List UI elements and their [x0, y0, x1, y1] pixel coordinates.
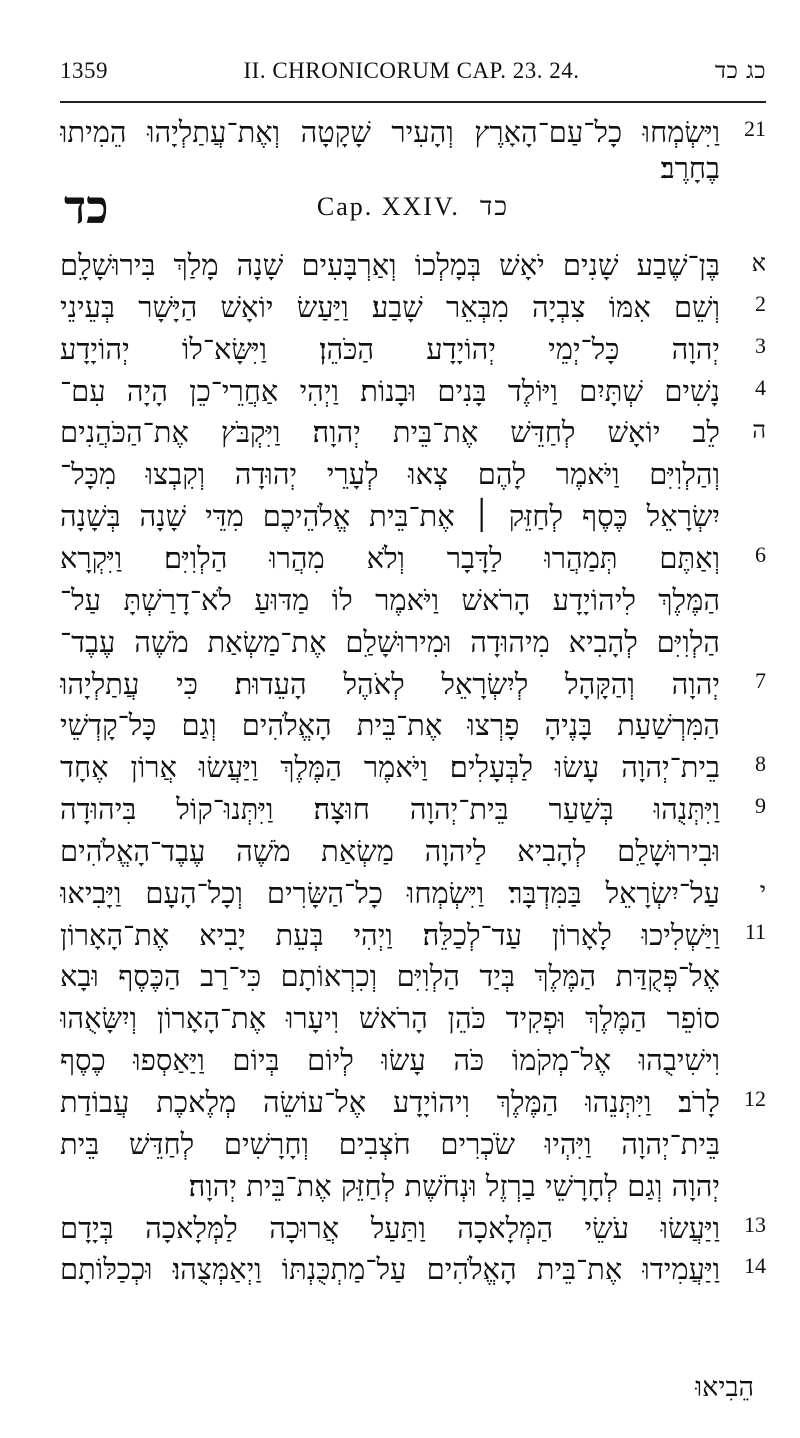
text-line: [60, 747, 766, 789]
chapter-title: [60, 192, 766, 222]
verse-text: הַמִּרְשַׁעַת בָּנֶיהָ פָרְצוּ אֶת־בֵּית הָאֱלֹהִים וְגַם כָּל־קָדְשֵׁי: [60, 708, 720, 743]
text-line: [60, 831, 766, 873]
book-title: II. CHRONICORUM CAP. 23. 24.: [243, 58, 580, 83]
verse-text: וַיַּעֲמִידוּ אֶת־בֵּית הָאֱלֹהִים עַל־מַתְכֻּנְתּוֹ וַיְאַמְּצֻהוּ׃ וּכְכַלּוֹתָם: [60, 1252, 720, 1287]
text-line: [60, 1124, 766, 1166]
verse-number: 13: [744, 1211, 766, 1237]
catchword: הֵבִיאוּ: [695, 1372, 754, 1403]
verse-text: יְהוָה וְגַם לְחָרָשֵׁי בַרְזֶל וּנְחֹשֶׁת לְחַזֵּק אֶת־בֵּית יְהוָה׃: [188, 1168, 720, 1203]
verse-text: יִשְׂרָאֵל כֶּסֶף לְחַזֵּק ׀ אֶת־בֵּית אֱלֹהֵיכֶם מִדֵּי שָׁנָה בְּשָׁנָה: [60, 499, 720, 534]
verse-text: לָרֹב׃ וַיִּתְּנֵהוּ הַמֶּלֶךְ וִיהוֹיָדָע אֶל־עוֹשֵׂה מְלֶאכֶת עֲבוֹדַת: [60, 1085, 720, 1119]
running-header: [60, 58, 766, 98]
text-line: [60, 873, 766, 915]
verse-number: 9: [755, 793, 766, 819]
text-line: [60, 245, 766, 287]
header-rule: [60, 101, 766, 103]
verse-text: בֶּן־שֶׁבַע שָׁנִים יֹאָשׁ בְּמָלְכוֹ וְאַרְבָּעִים שָׁנָה מָלַךְ בִּירוּשָׁלָ͏ִם: [60, 248, 720, 282]
text-line: [60, 1166, 766, 1208]
text-line: [60, 915, 766, 957]
verse-number: 8: [755, 751, 766, 777]
verse-number: 7: [755, 667, 766, 693]
chapter-initial: כד: [64, 180, 109, 234]
verse-text: אֶל־פְּקֻדַּת הַמֶּלֶךְ בְּיַד הַלְוִיִּם וְכִרְאוֹתָם כִּי־רַב הַכֶּסֶף וּבָא: [60, 959, 720, 994]
verse-text: לֵב יוֹאָשׁ לְחַדֵּשׁ אֶת־בֵּית יְהוָה׃ וַיִּקְבֹּץ אֶת־הַכֹּהֲנִים: [60, 415, 720, 450]
text-line: [60, 1208, 766, 1250]
verse-text: עַל־יִשְׂרָאֵל בַּמִּדְבָּר׃ וַיִּשְׂמְחוּ כָל־הַשָּׂרִים וְכָל־הָעָם וַיָּבִיאוּ: [60, 875, 720, 910]
text-line: [60, 496, 766, 538]
verse-text: הַמֶּלֶךְ לִיהוֹיָדָע הָרֹאשׁ וַיֹּאמֶר לוֹ מַדּוּעַ לֹא־דָרַשְׁתָּ עַל־: [60, 582, 720, 617]
text-line: [60, 998, 766, 1040]
chapter-heading: [60, 180, 766, 242]
verse-number: 12: [744, 1086, 766, 1111]
text-line: [60, 371, 766, 413]
text-line: [60, 148, 766, 190]
verse-number: י: [759, 876, 766, 905]
chapter-hebrew: כד: [479, 192, 510, 222]
verse-number: א: [751, 249, 766, 277]
verse-text: יְהוָה וְהַקָּהָל לְיִשְׂרָאֵל לְאֹהֶל הָעֵדוּת׃ כִּי עֲתַלְיָהוּ: [60, 666, 720, 701]
verse-number: 3: [755, 332, 766, 358]
verse-number: ה: [752, 416, 766, 445]
verse-text: בֶחָרֶב׃: [660, 151, 720, 185]
verse-number: 14: [744, 1253, 766, 1279]
chapter-label: Cap. XXIV.: [316, 192, 460, 221]
text-line: [60, 705, 766, 747]
verse-text: סוֹפֵר הַמֶּלֶךְ וּפְקִיד כֹּהֵן הָרֹאשׁ וִיעָרוּ אֶת־הָאָרוֹן וְיִשָּׂאֻהוּ: [60, 1001, 720, 1036]
text-line: [60, 412, 766, 454]
verse-number: 21: [744, 116, 766, 141]
text-line: [60, 1040, 766, 1082]
verse-number: 6: [755, 541, 766, 567]
text-line: [60, 1082, 766, 1124]
verse-text: וְהַלְוִיִּם וַיֹּאמֶר לָהֶם צְאוּ לְעָרֵי יְהוּדָה וְקִבְצוּ מִכָּל־: [60, 457, 720, 492]
verse-number: 11: [744, 918, 766, 944]
verse-text: בֵּית־יְהוָה וַיִּהְיוּ שֹׂכְרִים חֹצְבִים וְחָרָשִׁים לְחַדֵּשׁ בֵּית: [60, 1126, 720, 1161]
page-number: 1359: [60, 58, 108, 83]
verse-text: וַיִּתְּנֻהוּ בְּשַׁעַר בֵּית־יְהוָה חוּצָה׃ וַיִּתְּנוּ־קוֹל בִּיהוּדָה: [60, 792, 720, 827]
verse-text: וַיַּשְׁלִיכוּ לָאָרוֹן עַד־לְכַלֵּה׃ וַיְהִי בְּעֵת יָבִיא אֶת־הָאָרוֹן: [60, 917, 720, 952]
verse-text: וְאַתֶּם תְּמַהֲרוּ לַדָּבָר וְלֹא מִהֲרוּ הַלְוִיִּם׃ וַיִּקְרָא: [60, 540, 720, 575]
verse-text: הַלְוִיִּם לְהָבִיא מִיהוּדָה וּמִירוּשָׁלַ͏ִם אֶת־מַשְׂאַת מֹשֶׁה עֶבֶד־: [60, 624, 720, 659]
text-line: [60, 956, 766, 998]
text-line: [60, 538, 766, 580]
text-line: [60, 789, 766, 831]
verse-text: וַיַּעֲשׂוּ עֹשֵׂי הַמְּלָאכָה וַתַּעַל אֲרוּכָה לַמְּלָאכָה בְּיָדָם: [60, 1210, 720, 1245]
hebrew-chapter-ref: כג כד: [715, 58, 766, 84]
text-line: [60, 454, 766, 496]
verse-text: בֵית־יְהוָה עָשׂוּ לַבְּעָלִים׃ וַיֹּאמֶר הַמֶּלֶךְ וַיַּעֲשׂוּ אֲרוֹן אֶחָד: [60, 750, 720, 785]
verse-text: נָשִׁים שְׁתָּיִם וַיּוֹלֶד בָּנִים וּבָנוֹת׃ וַיְהִי אַחֲרֵי־כֵן הָיָה עִם־: [60, 373, 720, 408]
verse-number: 2: [755, 290, 766, 316]
text-line: [60, 329, 766, 371]
text-line: [60, 622, 766, 664]
verse-text: וּבִירוּשָׁלַ͏ִם לְהָבִיא לַיהוָה מַשְׂאַת מֹשֶׁה עֶבֶד־הָאֱלֹהִים: [60, 833, 720, 868]
text-line: [60, 1249, 766, 1291]
verse-text: וַיִּשְׂמְחוּ כָל־עַם־הָאָרֶץ וְהָעִיר שָׁקָטָה וְאֶת־עֲתַלְיָהוּ הֵמִיתוּ: [60, 115, 720, 149]
text-line: [60, 664, 766, 706]
verse-text: יְהוָה כָּל־יְמֵי יְהוֹיָדָע הַכֹּהֵן׃ וַיִּשָּׂא־לוֹ יְהוֹיָדָע: [60, 331, 720, 366]
verse-text: וְשֵׁם אִמּוֹ צִבְיָה מִבְּאֵר שָׁבַע׃ וַיַּעַשׂ יוֹאָשׁ הַיָּשָׁר בְּעֵינֵי: [60, 289, 720, 324]
verse-text: וִישִׁיבֻהוּ אֶל־מְקֹמוֹ כֹּה עָשׂוּ לְיוֹם בְּיוֹם וַיַּאַסְפוּ כֶסֶף: [60, 1043, 720, 1078]
verse-number: 4: [755, 374, 766, 400]
text-line: [60, 287, 766, 329]
text-line: [60, 580, 766, 622]
